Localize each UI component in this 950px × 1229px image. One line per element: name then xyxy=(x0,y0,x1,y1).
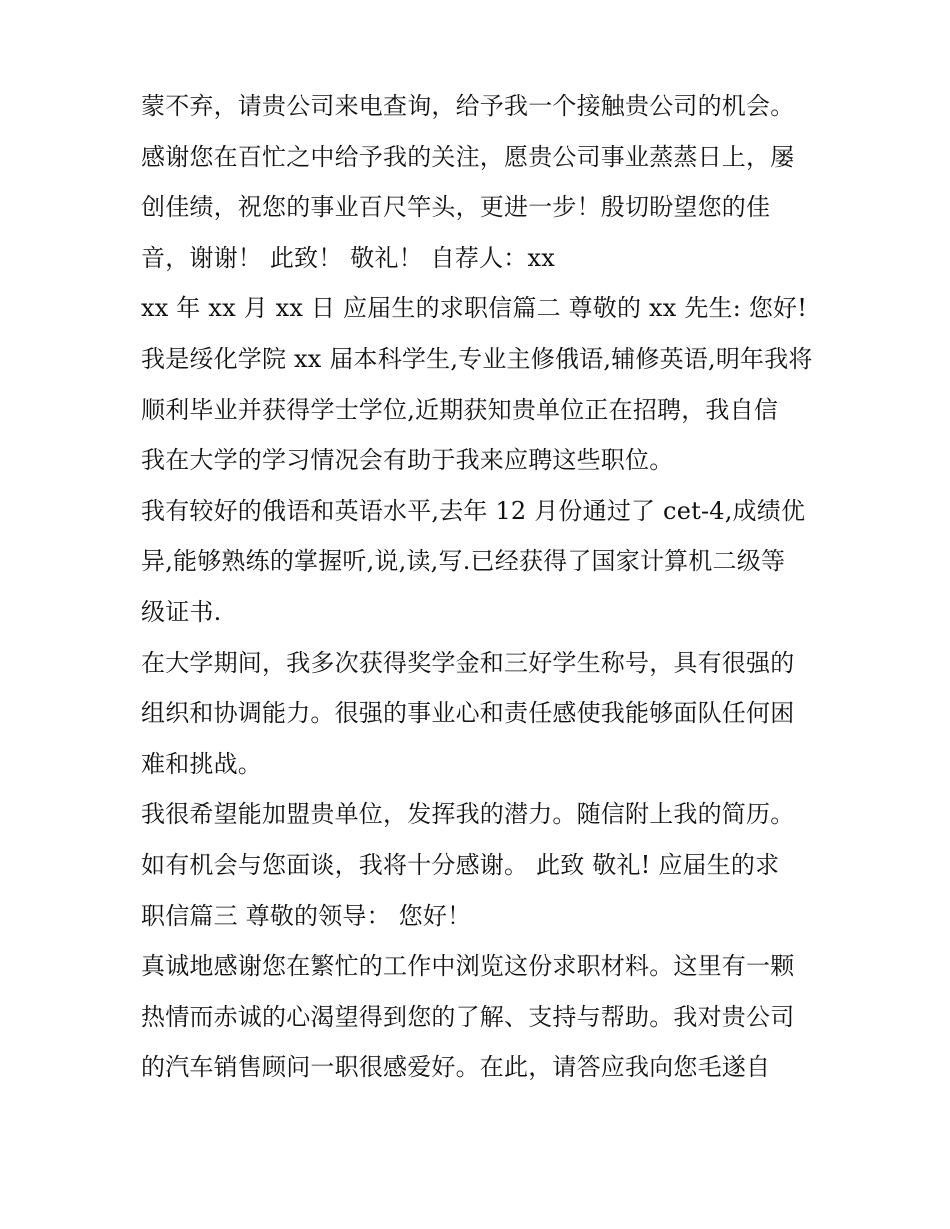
text-line: 蒙不弃，请贵公司来电查询，给予我一个接触贵公司的机会。 xyxy=(141,92,795,120)
text-line: xx 年 xx 月 xx 日 应届生的求职信篇二 尊敬的 xx 先生: 您好! xyxy=(141,294,808,323)
text-line: 创佳绩，祝您的事业百尺竿头，更进一步！殷切盼望您的佳 xyxy=(141,193,771,222)
text-line: 顺利毕业并获得学士学位,近期获知贵单位正在招聘，我自信 xyxy=(141,395,779,424)
text-line: 热情而赤诚的心渴望得到您的了解、支持与帮助。我对贵公司 xyxy=(141,1002,795,1031)
text-line: 级证书. xyxy=(141,597,222,626)
text-line: 异,能够熟练的掌握听,说,读,写.已经获得了国家计算机二级等 xyxy=(141,547,786,576)
text-line: 的汽车销售顾问一职很感爱好。在此，请答应我向您毛遂自 xyxy=(141,1053,771,1082)
document-body xyxy=(141,81,821,1093)
text-line: 我是绥化学院 xx 届本科学生,专业主修俄语,辅修英语,明年我将 xyxy=(141,344,813,373)
text-line: 音，谢谢！ 此致！ 敬礼！ 自荐人：xx xyxy=(141,243,555,272)
text-line: 如有机会与您面谈，我将十分感谢。 此致 敬礼! 应届生的求 xyxy=(141,850,780,879)
text-line: 难和挑战。 xyxy=(141,749,262,778)
text-line: 组织和协调能力。很强的事业心和责任感使我能够面队任何困 xyxy=(141,699,795,728)
text-line: 在大学期间，我多次获得奖学金和三好学生称号，具有很强的 xyxy=(141,648,795,677)
text-line: 真诚地感谢您在繁忙的工作中浏览这份求职材料。这里有一颗 xyxy=(141,952,795,981)
text-line: 职信篇三 尊敬的领导： 您好！ xyxy=(141,901,472,930)
text-line: 感谢您在百忙之中给予我的关注，愿贵公司事业蒸蒸日上，屡 xyxy=(141,142,795,171)
text-line: 我很希望能加盟贵单位，发挥我的潜力。随信附上我的简历。 xyxy=(141,800,795,829)
text-line: 我有较好的俄语和英语水平,去年 12 月份通过了 cet-4,成绩优 xyxy=(141,496,806,525)
text-line: 我在大学的学习情况会有助于我来应聘这些职位。 xyxy=(141,446,674,475)
